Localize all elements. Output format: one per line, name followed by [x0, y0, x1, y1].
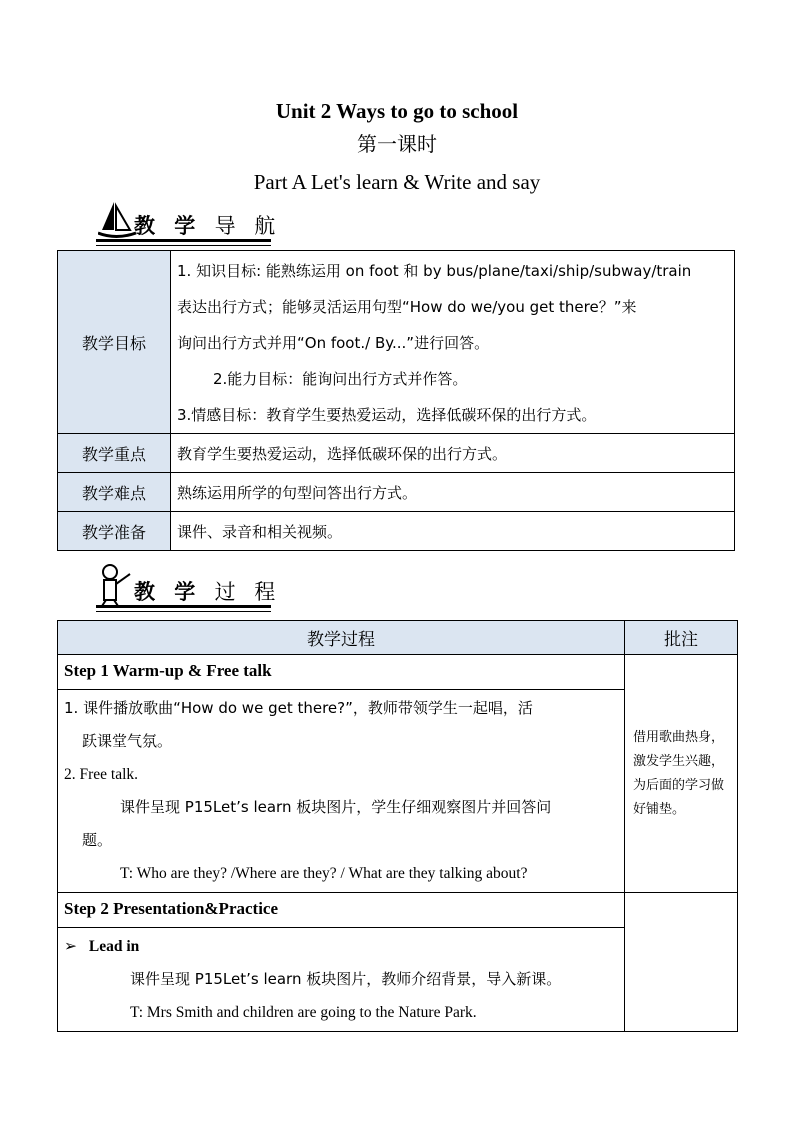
part-title: Part A Let's learn & Write and say: [253, 170, 541, 194]
table-row: [58, 434, 735, 473]
note-header: 批注: [625, 621, 738, 655]
step2-body: [58, 928, 625, 1032]
step2-line: T: Mrs Smith and children are going to the Nature Park.: [130, 1004, 477, 1021]
step2-note: [625, 893, 738, 1032]
preparation-text: 课件、录音和相关视频。: [171, 512, 735, 551]
objective-line: 询问出行方式并用“On foot./ By...”进行回答。: [177, 334, 490, 352]
process-label-bold: 教 学: [134, 580, 202, 604]
objective-line: 2.能力目标：能询问出行方式并作答。: [213, 370, 468, 388]
step1-line: 跃课堂气氛。: [82, 732, 173, 750]
difficult-point-label: 教学难点: [58, 473, 171, 512]
key-point-label: 教学重点: [58, 434, 171, 473]
unit-title: Unit 2 Ways to go to school: [275, 99, 519, 123]
table-header-row: [58, 621, 738, 655]
nav-section-header: [96, 200, 316, 246]
key-point-text: 教育学生要热爱运动，选择低碳环保的出行方式。: [171, 434, 735, 473]
process-label-light: 过 程: [214, 580, 282, 604]
pencil-figure-icon: [96, 562, 136, 608]
table-row: [58, 251, 735, 434]
lesson-title: 第一课时: [357, 132, 437, 156]
step2-title: Step 2 Presentation&Practice: [58, 893, 625, 928]
divider: [96, 245, 271, 246]
difficult-point-text: 熟练运用所学的句型问答出行方式。: [171, 473, 735, 512]
nav-section-label: [134, 210, 281, 240]
step1-line: T: Who are they? /Where are they? / What are they talking about?: [120, 865, 528, 882]
table-row: [58, 512, 735, 551]
divider: [96, 239, 271, 242]
nav-label-light: 导 航: [214, 214, 282, 238]
process-table: [57, 620, 738, 1032]
nav-label-bold: 教 学: [134, 214, 202, 238]
divider: [96, 611, 271, 612]
preparation-label: 教学准备: [58, 512, 171, 551]
objective-label: 教学目标: [58, 251, 171, 434]
objective-line: 表达出行方式；能够灵活运用句型“How do we/you get there？”来: [177, 298, 637, 316]
step1-line: 2. Free talk.: [64, 766, 139, 783]
lead-in-item: [64, 930, 618, 963]
objective-line: 3.情感目标：教育学生要热爱运动，选择低碳环保的出行方式。: [177, 406, 597, 424]
process-section-label: [134, 576, 281, 606]
step2-line: 课件呈现 P15Let’s learn 板块图片，教师介绍背景，导入新课。: [130, 970, 562, 988]
objective-line: 1. 知识目标: 能熟练运用 on foot 和 by bus/plane/taxi/ship/subway/train: [177, 262, 692, 280]
divider: [96, 605, 271, 608]
sailboat-icon: [98, 200, 138, 240]
title-block: [0, 96, 794, 202]
step1-line: 题。: [82, 831, 113, 849]
step1-line: 课件呈现 P15Let’s learn 板块图片，学生仔细观察图片并回答问: [120, 798, 552, 816]
process-header: 教学过程: [58, 621, 625, 655]
table-row: [58, 893, 738, 928]
objective-content: [171, 251, 735, 434]
lead-in-title: Lead in: [88, 938, 140, 955]
table-row: [58, 473, 735, 512]
step1-note: 借用歌曲热身，激发学生兴趣，为后面的学习做好铺垫。: [625, 655, 738, 893]
process-section-header: [96, 566, 316, 612]
arrow-bullet-icon: ➢: [64, 937, 77, 955]
step1-body: [58, 690, 625, 893]
step1-line: 1. 课件播放歌曲“How do we get there?”，教师带领学生一起唱，活: [64, 699, 533, 717]
step1-title: Step 1 Warm-up & Free talk: [58, 655, 625, 690]
table-row: [58, 655, 738, 690]
goals-table: [57, 250, 735, 551]
